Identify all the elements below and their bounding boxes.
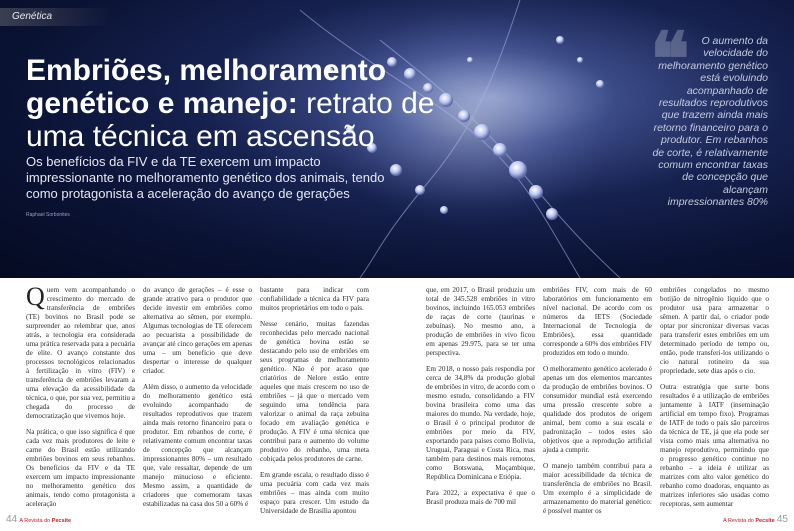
paragraph: embriões FIV, com mais de 60 laboratórios em funcionamento em nível nacional. De acordo com os números da IETS (Sociedade Internacional de Tecnologia de Embriões), essa quantidade corresponde a 60% dos embriões FIV produzidos em todo o mundo.	[543, 286, 652, 357]
column-5	[543, 286, 652, 523]
paragraph: uem vem acompanhando o crescimento do mercado de transferência de embriões (TE) bovinos no Brasil pode se surpreender ao relembrar que, anos atrás, a tecnologia era considerada uma prática reservada para a pecuária de elite. O avanço constante dos processos tecnológicos relacionados à fertilização in vitro (FIV) e transferência de embriões levaram a uma elevação da acessibilidade da técnica, o que, por sua vez, permitiu a chegada do processo de democratização que vivemos hoje.	[26, 286, 135, 420]
quote-mark-icon: ❛❛	[650, 18, 682, 101]
paragraph: Outra estratégia que surte bons resultados é a utilização de embriões juntamente à IATF (inseminação artificial em tempo fixo). Programas de IATF de todo o país são parceiros da técnica de TE, já que ela pode ser vista como mais uma alternativa no manejo reprodutivo, permitindo que o progresso genético continue no rebanho – a ideia é utilizar as matrizes com alto valor genético do rebanho como doadoras, enquanto as matrizes inferiores são usadas como receptoras, sem aumentar	[660, 383, 769, 508]
paragraph: Para 2022, a expectativa é que o Brasil produza mais de 700 mil	[426, 489, 535, 506]
paragraph: Além disso, o aumento da velocidade do melhoramento genético está evoluindo acompanhado de resultados reprodutivos que trazem ainda mais retorno financeiro para o produtor. Em rebanhos de corte, é relativamente comum encontrar taxas de concepção que alcançam impressionantes 80% – um resultado que, vale ressaltar, depende de um manejo minucioso e eficiente. Mesmo assim, a quantidade de criadores que comemoram taxas estabilizadas na casa dos 50 a 60% é	[143, 383, 252, 508]
column-4	[426, 286, 535, 514]
title-bold: Embriões, melhoramento genético e manejo:	[26, 54, 387, 120]
paragraph: que, em 2017, o Brasil produziu um total de 345.528 embriões in vitro bovinos, incluindo 165.053 embriões de raças de corte (taurinas e zebuínas). No mesmo ano, a produção de embriões in vivo ficou em apenas 29.975, para se ter uma perspectiva.	[426, 286, 535, 357]
magazine-brand-left: A Revista do Pecsite	[19, 518, 72, 524]
magazine-brand-right: A Revista do Pecsite	[722, 518, 775, 524]
paragraph: Em 2018, o nosso país respondia por cerca de 34,8% da produção global de embriões in vitro, de acordo com o mesmo estudo, consolidando a FIV bovina brasileira como uma das maiores do mundo. Na verdade, hoje, o Brasil é o principal produtor de embriões por meio da FIV, exportando para países como Bolívia, Uruguai, Paraguai e Costa Rica, mas também para destinos mais remotos, como Botswana, Moçambique, República Dominicana e Etiópia.	[426, 365, 535, 481]
article-title	[26, 54, 496, 153]
article-subtitle: Os benefícios da FIV e da TE exercem um impacto impressionante no melhoramento genético dos animais, tendo como protagonista a aceleração do avanço de gerações	[26, 154, 385, 201]
footer-left	[6, 514, 71, 525]
column-2	[143, 286, 252, 516]
footer-right	[723, 514, 788, 525]
paragraph: Nesse cenário, muitas fazendas reconhecidas pelo mercado nacional de genética bovina estão se destacando pelo uso de embriões em seus programas de melhoramento genético. Não é por acaso que criatórios de Nelore estão entre aqueles que mais crescem no uso de embriões – já que o mercado vem seguindo uma tendência para valorizar o animal da raça zebuína focado em avaliação genética e produção. A FIV é uma técnica que contribui para o aumento do volume produtivo do rebanho, uma meta cobiçada pelos produtores de carne.	[260, 320, 369, 463]
title-light: retrato de uma técnica em ascensão	[26, 87, 435, 153]
article-body	[26, 282, 778, 515]
paragraph: bastante para indicar com confiabilidade a técnica da FIV para muitos proprietários em todo o país.	[260, 286, 369, 312]
page-number-left: 44	[6, 514, 18, 525]
paragraph: Em grande escala, o resultado disso é uma pecuária com cada vez mais embriões – mas ainda com muito espaço para crescer. Um estudo da Universidade de Brasília apontou	[260, 471, 369, 515]
pull-quote: O aumento da velocidade do melhoramento genético está evoluindo acompanhado de resultados reprodutivos que trazem ainda mais retorno financeiro para o produtor. Em rebanhos de corte, é relativamente comum encontrar taxas de concepção que alcançam impressionantes 80%	[652, 35, 768, 209]
section-tag: Genética	[0, 8, 112, 26]
paragraph: do avanço de gerações – é esse o grande atrativo para o produtor que decide investir em embriões como alternativa ao sêmen, por exemplo. Algumas tecnologias de TE oferecem ao pecuarista a possibilidade de avançar até cinco gerações em apenas uma – um benefício que deve despertar o interesse de qualquer criador.	[143, 286, 252, 375]
column-6	[660, 286, 769, 516]
page-number-right: 45	[776, 514, 788, 525]
column-3	[260, 286, 369, 523]
paragraph: Na prática, o que isso significa é que cada vez mais produtores de leite e carne do Brasil estão utilizando embriões bovinos em seus rebanhos. Os benefícios da FIV e da TE exercem um impacto impressionante no melhoramento genético dos animais, tendo como protagonista a aceleração	[26, 428, 135, 508]
paragraph: O manejo também contribui para a maior acessibilidade da técnica de transferência de embriões no Brasil. Um exemplo é a simplicidade de armazenamento do material genético: é possível manter os	[543, 462, 652, 515]
paragraph: embriões congelados no mesmo botijão de nitrogênio líquido que o produtor usa para armazenar o sêmen. A partir daí, o criador pode optar por sincronizar diversas vacas para transferir estes embriões em um determinado período de tempo ou, então, pode transferi-los utilizando o cio natural rotineiro da sua propriedade, sete dias após o cio.	[660, 286, 769, 375]
photo-credit: Raphael Sorbonites	[26, 212, 70, 218]
dropcap: Q	[26, 282, 45, 311]
paragraph: O melhoramento genético acelerado é apenas um dos elementos marcantes da produção de embriões bovinos. O consumidor mundial está exercendo uma pressão crescente sobre a qualidade dos produtos de origem animal, bem como a sua escala e padronização – todos estes são objetivos que a reprodução artificial ajuda a cumprir.	[543, 365, 652, 454]
column-1	[26, 282, 135, 516]
